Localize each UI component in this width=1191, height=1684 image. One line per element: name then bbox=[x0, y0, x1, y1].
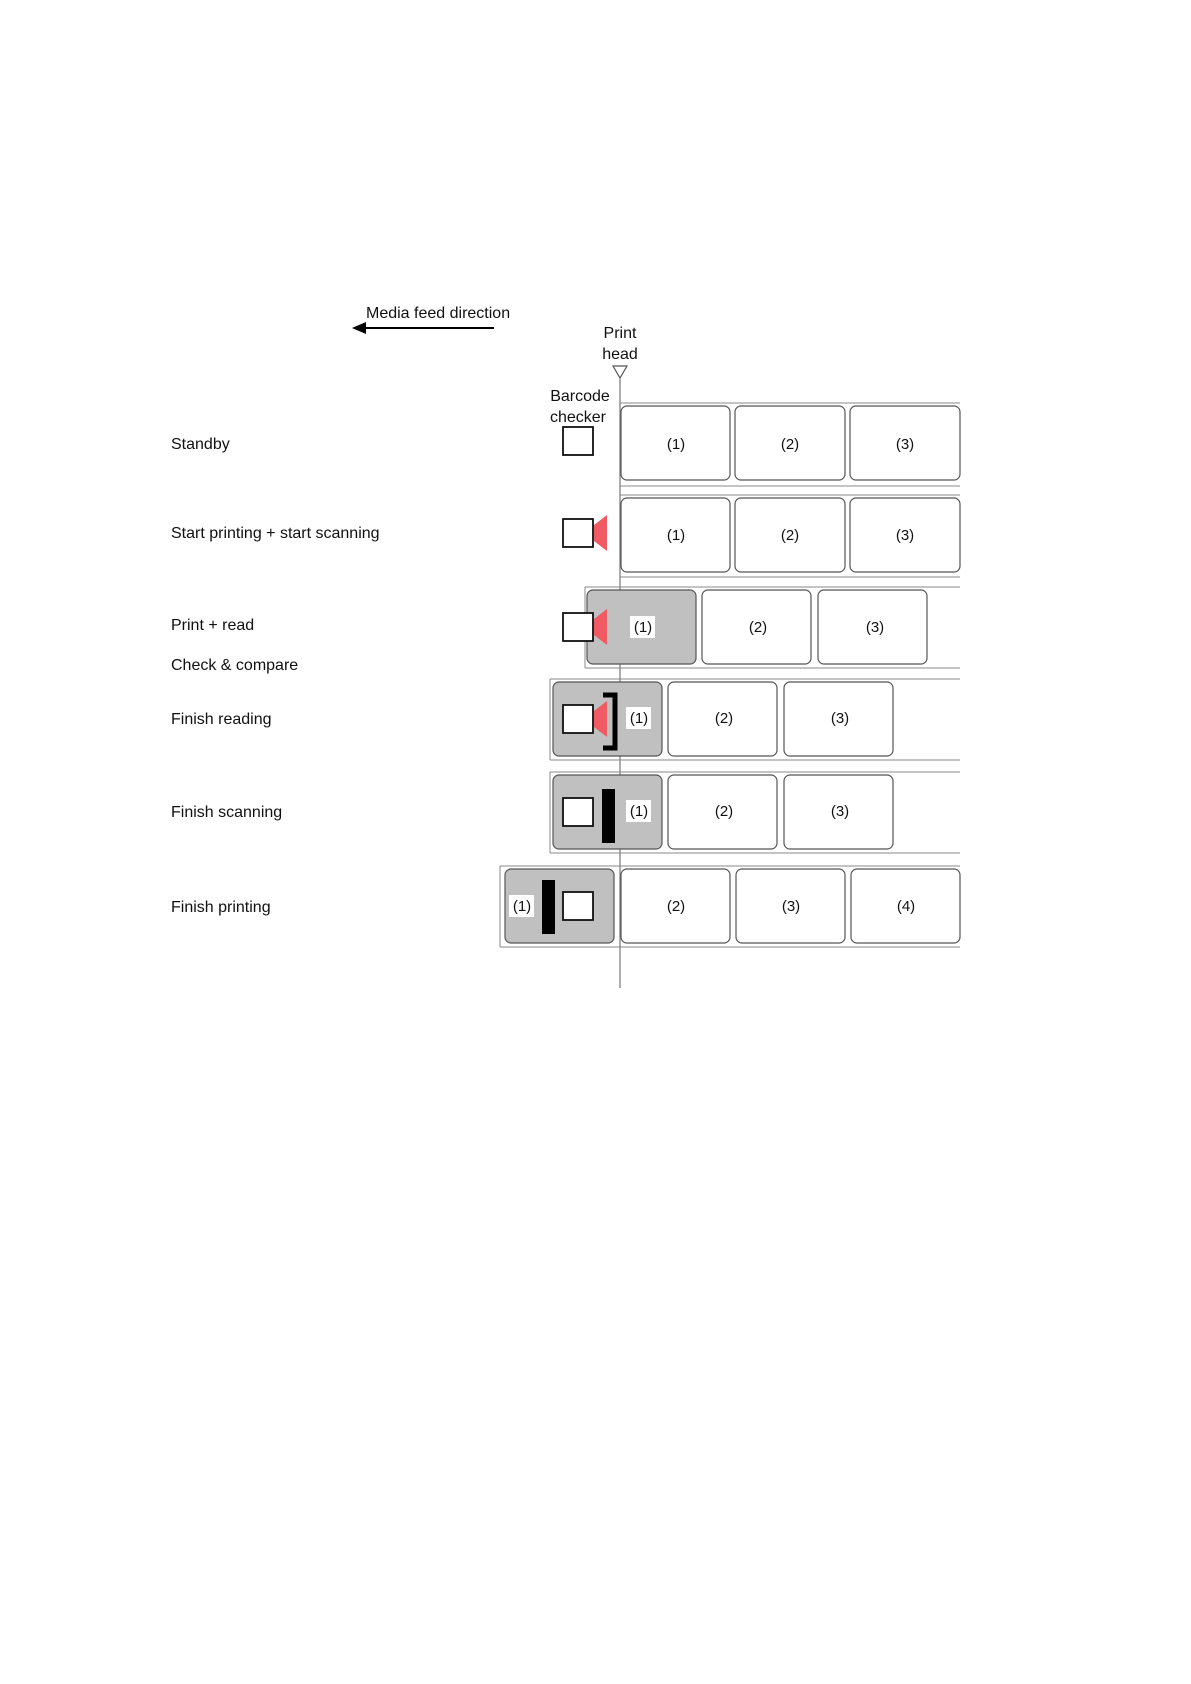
label-number: (1) bbox=[666, 436, 686, 453]
label-number: (2) bbox=[748, 619, 768, 636]
feed-direction-arrow bbox=[352, 322, 494, 334]
barcode-checker-icon bbox=[563, 613, 593, 641]
label-number: (1) bbox=[666, 527, 686, 544]
label-number: (2) bbox=[714, 803, 734, 820]
print-head-label: Print bbox=[603, 325, 637, 342]
row-finish-scanning bbox=[550, 772, 960, 853]
label-number: (3) bbox=[781, 898, 801, 915]
barcode-checker-icon bbox=[563, 892, 593, 920]
barcode-checker-icon bbox=[563, 427, 593, 455]
step-label-check-compare: Check & compare bbox=[171, 657, 299, 674]
label-number: (1) bbox=[629, 803, 649, 820]
step-label-print-read: Print + read bbox=[171, 617, 255, 634]
barcode-checker-label: Barcode bbox=[550, 388, 610, 405]
row-finish-reading bbox=[550, 679, 960, 760]
print-head-label-2: head bbox=[602, 346, 638, 363]
row-finish-printing bbox=[500, 866, 960, 947]
barcode-bar bbox=[542, 880, 555, 934]
step-label-standby: Standby bbox=[171, 436, 230, 453]
label-number: (3) bbox=[865, 619, 885, 636]
label-number: (2) bbox=[780, 436, 800, 453]
label-number: (1) bbox=[629, 710, 649, 727]
step-label-finish-printing: Finish printing bbox=[171, 899, 271, 916]
label-number: (3) bbox=[895, 527, 915, 544]
row-standby bbox=[563, 403, 960, 486]
step-label-finish-reading: Finish reading bbox=[171, 711, 272, 728]
label-number: (1) bbox=[633, 619, 653, 636]
scan-beam bbox=[594, 515, 607, 551]
label-number: (3) bbox=[895, 436, 915, 453]
label-number: (2) bbox=[714, 710, 734, 727]
label-number: (4) bbox=[896, 898, 916, 915]
step-label-start-printing: Start printing + start scanning bbox=[171, 525, 380, 542]
feed-direction-label: Media feed direction bbox=[366, 305, 511, 322]
step-label-finish-scanning: Finish scanning bbox=[171, 804, 283, 821]
barcode-checker-icon bbox=[563, 798, 593, 826]
label-number: (3) bbox=[830, 803, 850, 820]
label-number: (1) bbox=[512, 898, 532, 915]
label-number: (2) bbox=[780, 527, 800, 544]
barcode-checker-icon bbox=[563, 519, 593, 547]
barcode-checker-label-2: checker bbox=[549, 409, 607, 426]
row-print-read bbox=[563, 587, 960, 668]
barcode-bar bbox=[602, 789, 615, 843]
print-head-marker bbox=[613, 366, 627, 378]
row-start-printing bbox=[563, 495, 960, 577]
barcode-checker-icon bbox=[563, 705, 593, 733]
label-number: (2) bbox=[666, 898, 686, 915]
label-number: (3) bbox=[830, 710, 850, 727]
